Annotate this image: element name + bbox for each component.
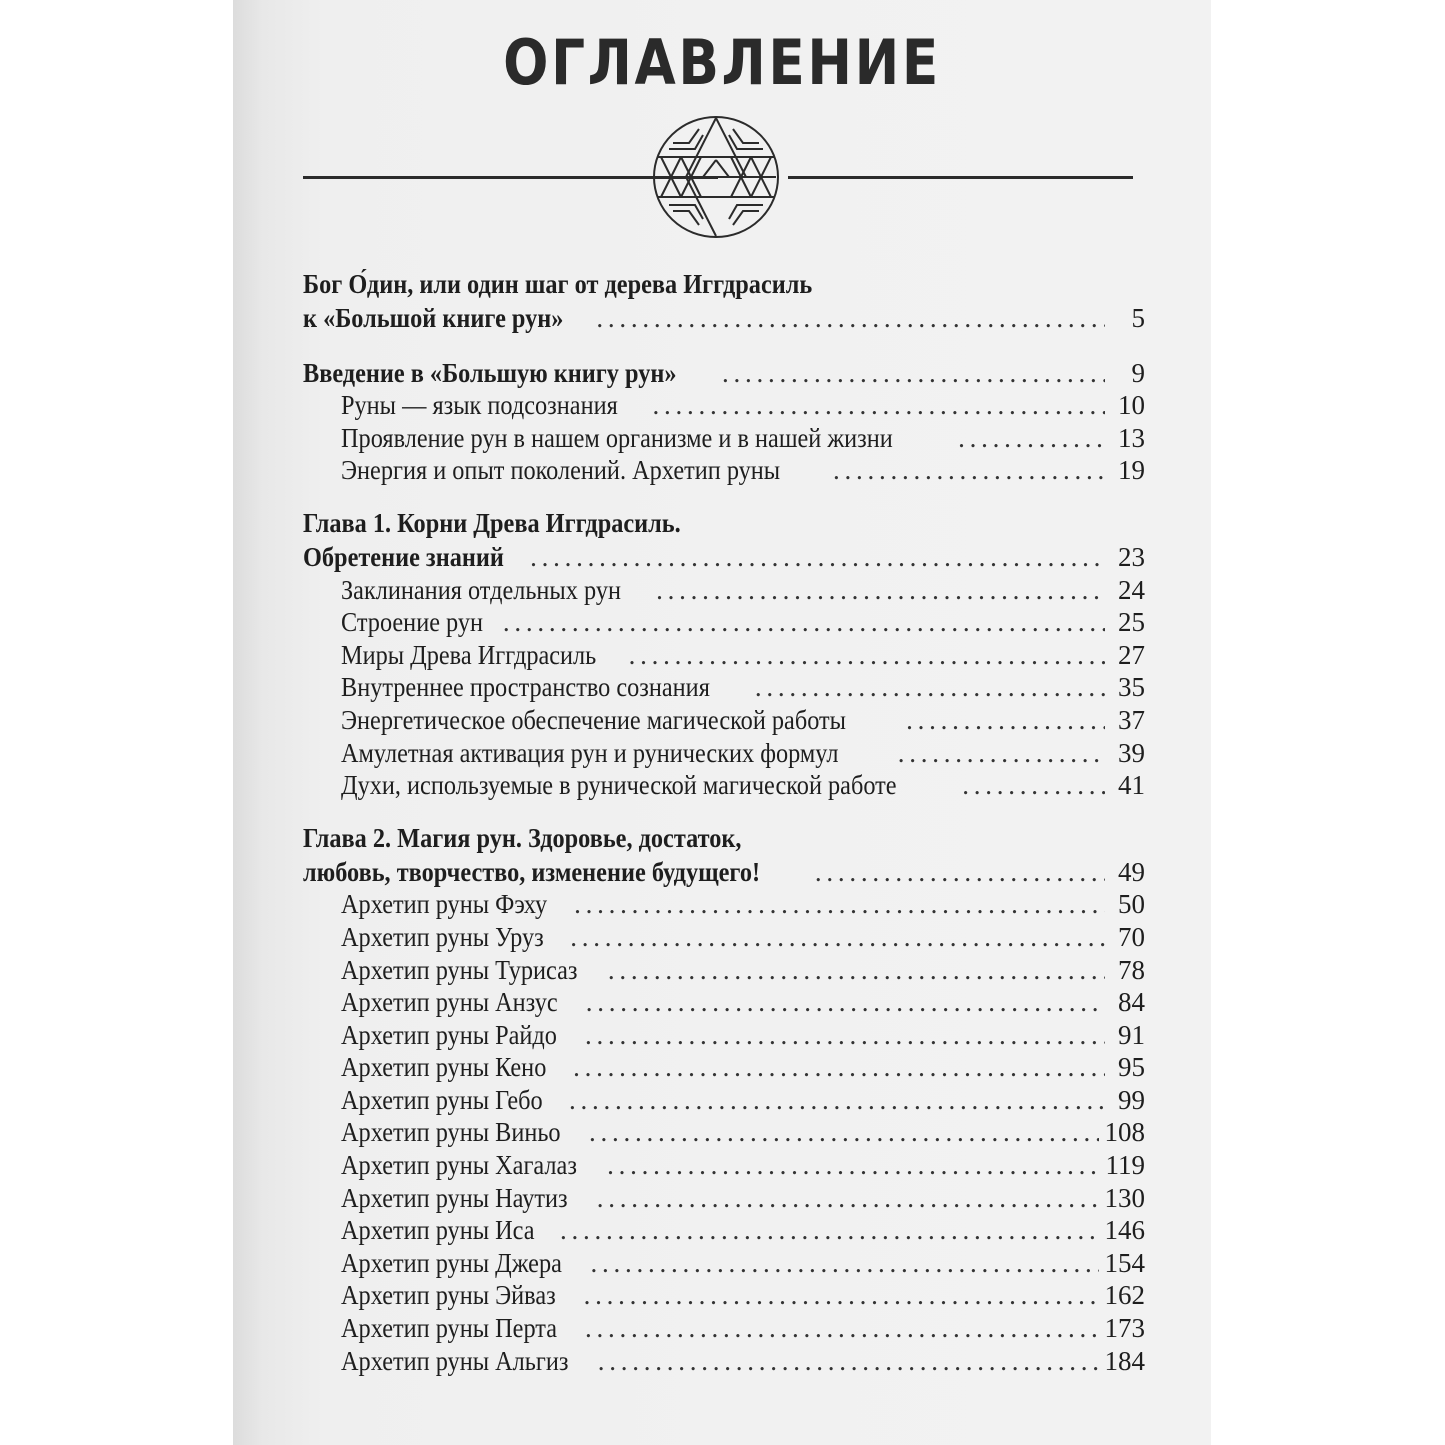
leader-dots (585, 1312, 1099, 1345)
page-number: 23 (1118, 541, 1145, 572)
page-number: 50 (1118, 889, 1145, 920)
leader-dots (596, 302, 1105, 335)
page-number: 95 (1118, 1052, 1145, 1083)
toc-entry-introduction[interactable]: Введение в «Большую книгу рун» . . . 9 (303, 357, 1145, 390)
page-number: 39 (1118, 737, 1145, 768)
divider-right (788, 176, 1133, 179)
leader-dots (597, 1182, 1099, 1215)
toc-subentry[interactable]: Архетип руны Альгиз . . . 184 (303, 1345, 1145, 1378)
page-number: 5 (1131, 303, 1145, 333)
toc-subentry[interactable]: Энергия и опыт поколений. Архетип руны . . . 19 (303, 454, 1145, 487)
page-number: 119 (1105, 1150, 1145, 1181)
toc-subentry[interactable]: Архетип руны Анзус . . . 84 (303, 986, 1145, 1019)
leader-dots (607, 1149, 1099, 1182)
toc-subentry[interactable]: Архетип руны Джера . . . 154 (303, 1247, 1145, 1280)
toc-entry-intro[interactable]: к «Большой книге рун» . . . 5 (303, 302, 1145, 335)
toc-subentry[interactable]: Заклинания отдельных рун . . . 24 (303, 574, 1145, 607)
toc-subentry[interactable]: Внутреннее пространство сознания . . . 35 (303, 671, 1145, 704)
page-number: 146 (1104, 1215, 1145, 1246)
leader-dots (503, 606, 1105, 639)
leader-dots (962, 769, 1105, 802)
toc-subentry[interactable]: Духи, используемые в рунической магической работе . . . 41 (303, 769, 1145, 802)
leader-dots (584, 1279, 1099, 1312)
toc-entry-chapter1-line1[interactable]: Глава 1. Корни Древа Иггдрасиль. (303, 507, 681, 538)
page-number: 10 (1118, 390, 1145, 421)
page-number: 162 (1104, 1280, 1145, 1311)
toc-subentry[interactable]: Архетип руны Иса . . . 146 (303, 1214, 1145, 1247)
page-number: 19 (1118, 455, 1145, 486)
leader-dots (598, 1345, 1099, 1378)
toc-entry-chapter2-line1[interactable]: Глава 2. Магия рун. Здоровье, достаток, (303, 822, 742, 853)
toc-entry-chapter1[interactable]: Обретение знаний . . . 23 (303, 541, 1145, 574)
page-number: 27 (1118, 639, 1145, 670)
toc-subentry[interactable]: Строение рун . . . 25 (303, 606, 1145, 639)
leader-dots (574, 888, 1105, 921)
toc-subentry[interactable]: Архетип руны Гебо . . . 99 (303, 1084, 1145, 1117)
leader-dots (560, 1214, 1098, 1247)
leader-dots (906, 704, 1105, 737)
leader-dots (815, 856, 1105, 889)
page-number: 35 (1118, 672, 1145, 703)
page-number: 184 (1104, 1345, 1145, 1376)
leader-dots (722, 357, 1105, 390)
book-page (233, 0, 1211, 1445)
page-number: 13 (1118, 422, 1145, 453)
leader-dots (656, 574, 1105, 607)
leader-dots (569, 1084, 1105, 1117)
leader-dots (530, 541, 1105, 574)
leader-dots (755, 671, 1105, 704)
toc-subentry[interactable]: Амулетная активация рун и рунических формул . . . 39 (303, 737, 1145, 770)
toc-subentry[interactable]: Миры Древа Иггдрасиль . . . 27 (303, 639, 1145, 672)
page-number: 70 (1118, 921, 1145, 952)
page-number: 91 (1118, 1019, 1145, 1050)
toc-subentry[interactable]: Энергетическое обеспечение магической работы . . . 37 (303, 704, 1145, 737)
toc-subentry[interactable]: Архетип руны Фэху . . . 50 (303, 888, 1145, 921)
leader-dots (573, 1051, 1105, 1084)
toc-subentry[interactable]: Руны — язык подсознания . . . 10 (303, 389, 1145, 422)
toc-subentry[interactable]: Архетип руны Кено . . . 95 (303, 1051, 1145, 1084)
leader-dots (629, 639, 1105, 672)
page-number: 37 (1118, 704, 1145, 735)
leader-dots (608, 954, 1105, 987)
toc-subentry[interactable]: Проявление рун в нашем организме и в нашей жизни . . . 13 (303, 422, 1145, 455)
toc-entry-chapter2[interactable]: любовь, творчество, изменение будущего! . . . 49 (303, 856, 1145, 889)
leader-dots (833, 454, 1105, 487)
leader-dots (585, 1019, 1105, 1052)
leader-dots (590, 1247, 1098, 1280)
leader-dots (589, 1116, 1099, 1149)
page-number: 41 (1118, 770, 1145, 801)
page-number: 24 (1118, 574, 1145, 605)
leader-dots (586, 986, 1105, 1019)
page-number: 25 (1118, 607, 1145, 638)
toc-entry-intro-line1[interactable]: Бог О́дин, или один шаг от дерева Иггдрасиль (303, 269, 813, 299)
toc-subentry[interactable]: Архетип руны Райдо . . . 91 (303, 1019, 1145, 1052)
star-of-david-circle-ornament-icon (651, 115, 781, 239)
toc-subentry[interactable]: Архетип руны Перта . . . 173 (303, 1312, 1145, 1345)
page-number: 108 (1104, 1117, 1145, 1148)
page-number: 49 (1118, 856, 1145, 887)
toc-subentry[interactable]: Архетип руны Хагалаз . . . 119 (303, 1149, 1145, 1182)
toc-subentry[interactable]: Архетип руны Наутиз . . . 130 (303, 1182, 1145, 1215)
leader-dots (958, 422, 1105, 455)
page-number: 99 (1118, 1084, 1145, 1115)
toc-subentry[interactable]: Архетип руны Виньо . . . 108 (303, 1116, 1145, 1149)
toc-subentry[interactable]: Архетип руны Уруз . . . 70 (303, 921, 1145, 954)
page-title: ОГЛАВЛЕНИЕ (503, 26, 941, 99)
page-number: 9 (1131, 357, 1145, 388)
toc-subentry[interactable]: Архетип руны Турисаз . . . 78 (303, 954, 1145, 987)
page-number: 173 (1104, 1313, 1145, 1344)
toc-subentry[interactable]: Архетип руны Эйваз . . . 162 (303, 1279, 1145, 1312)
table-of-contents (303, 268, 1145, 1377)
page-number: 84 (1118, 987, 1145, 1018)
leader-dots (898, 737, 1105, 770)
leader-dots (570, 921, 1105, 954)
page-number: 130 (1104, 1182, 1145, 1213)
page-number: 154 (1104, 1247, 1145, 1278)
leader-dots (653, 389, 1105, 422)
page-number: 78 (1118, 954, 1145, 985)
